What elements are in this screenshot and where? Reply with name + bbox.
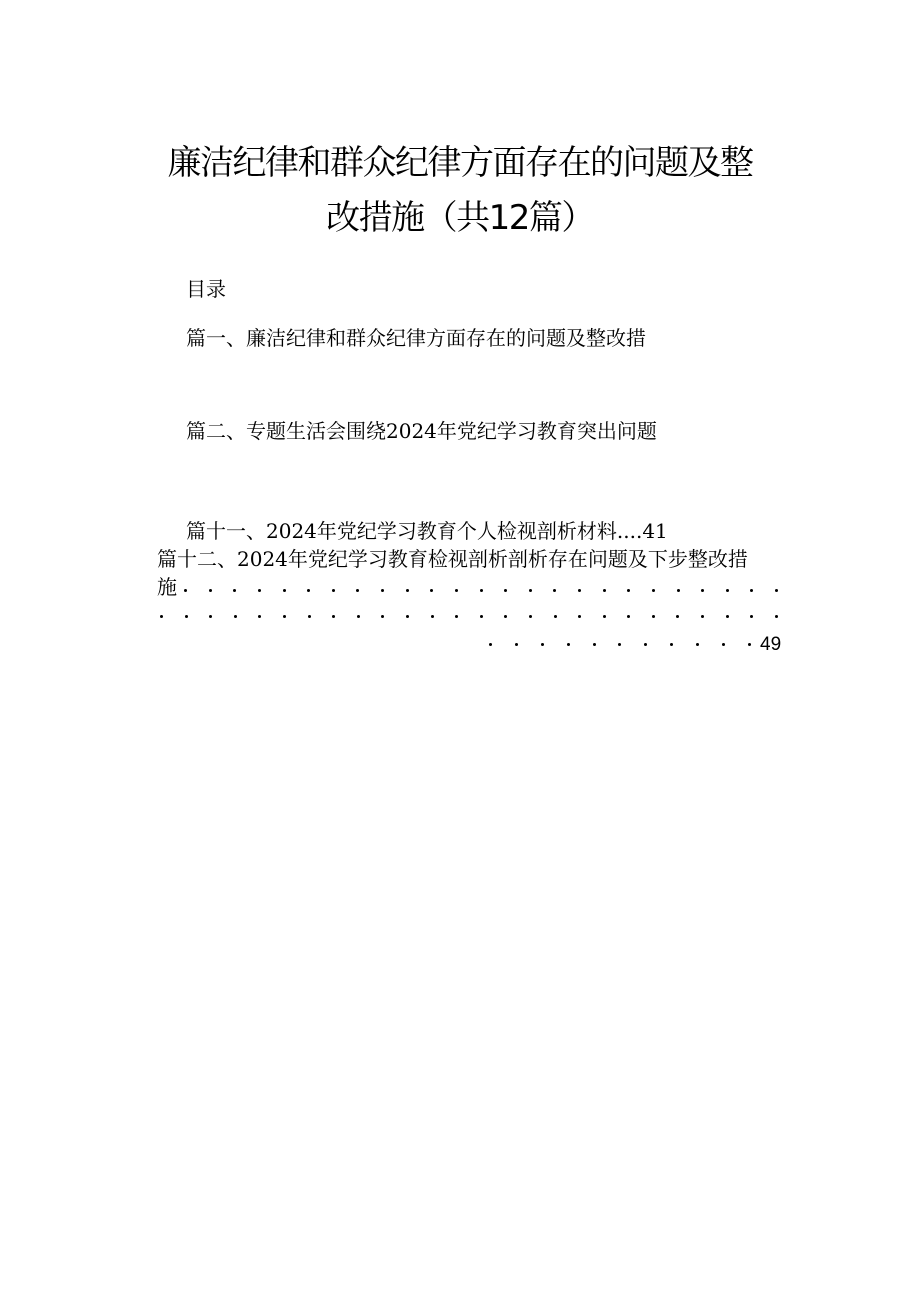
- toc-entry-12-page-number: 49: [760, 634, 782, 655]
- leader-dot: [593, 643, 596, 646]
- toc-entry-11[interactable]: 篇十一、2024年党纪学习教育个人检视剖析材料....41: [186, 519, 668, 543]
- leader-dot: [541, 643, 544, 646]
- leader-dot: [701, 615, 704, 618]
- leader-dot: [480, 589, 483, 592]
- leader-dot: [652, 589, 655, 592]
- leader-dot: [701, 589, 704, 592]
- leader-dot: [209, 615, 212, 618]
- leader-dot: [670, 643, 673, 646]
- leader-dot: [504, 615, 507, 618]
- leader-dot: [308, 615, 311, 618]
- leader-dot: [529, 615, 532, 618]
- leader-dot: [209, 589, 212, 592]
- leader-dot: [750, 615, 753, 618]
- leader-dot: [726, 615, 729, 618]
- leader-dot: [618, 643, 621, 646]
- leader-dot: [529, 589, 532, 592]
- document-title-line-2: 改措施（共12篇）: [326, 198, 594, 238]
- leader-dot: [258, 589, 261, 592]
- toc-leader-dots-row-1: [184, 577, 778, 603]
- leader-dot: [406, 615, 409, 618]
- leader-dot: [578, 589, 581, 592]
- toc-entry-1[interactable]: 篇一、廉洁纪律和群众纪律方面存在的问题及整改措: [186, 326, 646, 350]
- leader-dot: [283, 589, 286, 592]
- leader-dot: [627, 615, 630, 618]
- leader-dot: [677, 589, 680, 592]
- toc-leader-dots-row-3: [489, 631, 751, 657]
- leader-dot: [554, 615, 557, 618]
- leader-dot: [515, 643, 518, 646]
- toc-entry-12[interactable]: 篇十二、2024年党纪学习教育检视剖析剖析存在问题及下步整改措: [157, 547, 748, 571]
- leader-dot: [406, 589, 409, 592]
- leader-dot: [356, 589, 359, 592]
- leader-dot: [603, 589, 606, 592]
- leader-dot: [578, 615, 581, 618]
- leader-dot: [381, 589, 384, 592]
- leader-dot: [332, 589, 335, 592]
- leader-dot: [233, 589, 236, 592]
- leader-dot: [283, 615, 286, 618]
- leader-dot: [489, 643, 492, 646]
- leader-dot: [234, 615, 237, 618]
- leader-dot: [775, 615, 778, 618]
- leader-dot: [775, 589, 778, 592]
- toc-leader-dots-row-2: [160, 603, 778, 629]
- leader-dot: [184, 589, 187, 592]
- leader-dot: [750, 589, 753, 592]
- leader-dot: [307, 589, 310, 592]
- leader-dot: [603, 615, 606, 618]
- leader-dot: [455, 589, 458, 592]
- leader-dot: [431, 615, 434, 618]
- leader-dot: [696, 643, 699, 646]
- leader-dot: [652, 615, 655, 618]
- leader-dot: [567, 643, 570, 646]
- toc-entry-2[interactable]: 篇二、专题生活会围绕2024年党纪学习教育突出问题: [186, 419, 657, 443]
- leader-dot: [160, 615, 163, 618]
- leader-dot: [258, 615, 261, 618]
- leader-dot: [644, 643, 647, 646]
- leader-dot: [726, 589, 729, 592]
- leader-dot: [381, 615, 384, 618]
- leader-dot: [722, 643, 725, 646]
- leader-dot: [185, 615, 188, 618]
- leader-dot: [627, 589, 630, 592]
- leader-dot: [455, 615, 458, 618]
- leader-dot: [748, 643, 751, 646]
- leader-dot: [504, 589, 507, 592]
- leader-dot: [676, 615, 679, 618]
- leader-dot: [332, 615, 335, 618]
- leader-dot: [430, 589, 433, 592]
- toc-entry-12-continuation: 施: [157, 575, 177, 599]
- toc-heading: 目录: [186, 277, 226, 301]
- leader-dot: [357, 615, 360, 618]
- leader-dot: [553, 589, 556, 592]
- document-title-line-1: 廉洁纪律和群众纪律方面存在的问题及整: [167, 143, 753, 183]
- leader-dot: [480, 615, 483, 618]
